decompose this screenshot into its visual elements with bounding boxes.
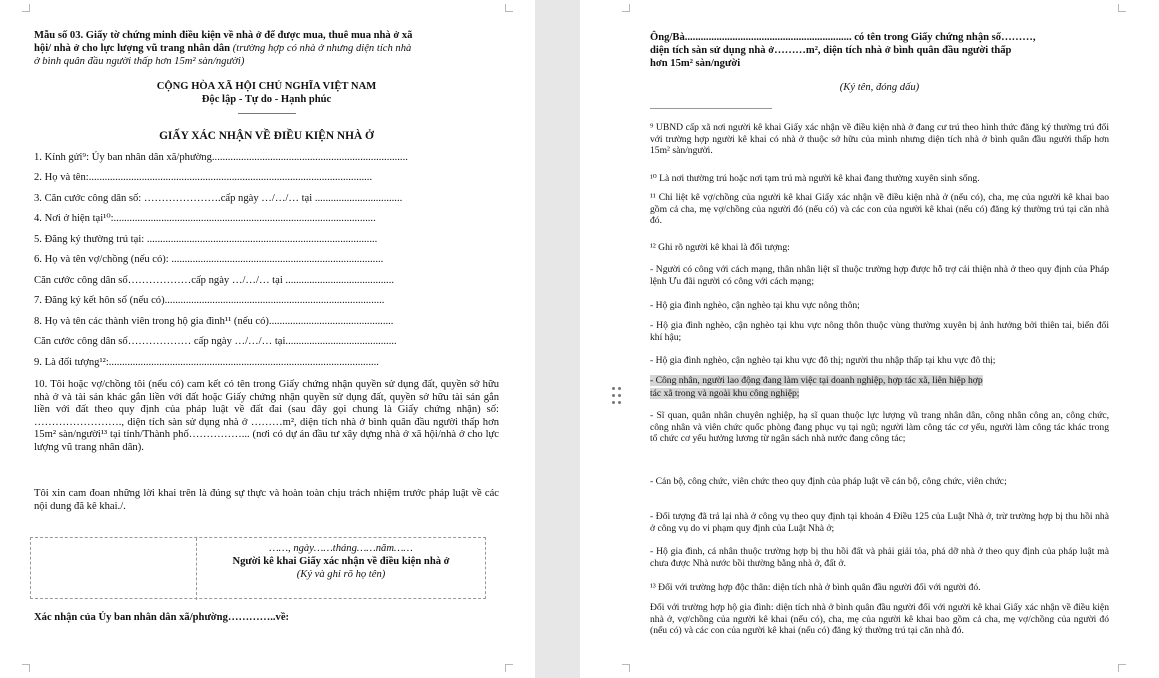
holder-name-line: Ông/Bà............................................................... có tên trong Giấy chứng nhận số………, — [650, 32, 1036, 43]
field-ho-ten: 2. Họ và tên:........................................................................................................... — [34, 172, 373, 183]
document-page-right — [580, 0, 1159, 678]
selected-text[interactable]: tác xã trong và ngoài khu công nghiệp; — [650, 388, 800, 399]
form-title-note-b: ở bình quân đầu người thấp hơn 15m² sàn/người) — [34, 56, 245, 67]
commune-confirmation: Xác nhận của Ủy ban nhân dân xã/phường…………..về: — [34, 612, 290, 623]
form-title-bold: hội/ nhà ở cho lực lượng vũ trang nhân dân — [34, 43, 231, 54]
target-group-8: - Đối tượng đã trả lại nhà ở công vụ theo quy định tại khoản 4 Điều 125 của Luật Nhà ở, trừ trường hợp bị thu hồi nhà ở công vụ do vi phạm quy định của Luật Nhà ở; — [650, 511, 1109, 534]
signature-title: Người kê khai Giấy xác nhận về điều kiện nhà ở — [232, 556, 450, 567]
area-line: diện tích sàn sử dụng nhà ở………m², diện tích nhà ở bình quân đầu người thấp — [650, 45, 1012, 56]
document-page-left — [0, 0, 535, 678]
corner-mark — [22, 664, 30, 672]
target-group-9: - Hộ gia đình, cá nhân thuộc trường hợp bị thu hồi đất và phải giải tỏa, phá dỡ nhà ở theo quy định của pháp luật mà chưa được Nhà nước bồi thường bằng nhà ở, đất ở. — [650, 546, 1109, 569]
footnote-separator — [650, 108, 772, 109]
document-title: GIẤY XÁC NHẬN VỀ ĐIỀU KIỆN NHÀ Ở — [159, 130, 374, 142]
target-group-3: - Hộ gia đình nghèo, cận nghèo tại khu vực nông thôn thuộc vùng thường xuyên bị ảnh hưởng bởi thiên tai, biến đổi khí hậu; — [650, 320, 1109, 343]
block-drag-handle-icon[interactable] — [612, 387, 622, 405]
national-motto: Độc lập - Tự do - Hạnh phúc — [201, 94, 332, 105]
form-title-line-1: Mẫu số 03. Giấy tờ chứng minh điều kiện về nhà ở để được mua, thuê mua nhà ở xã — [34, 30, 413, 41]
commitment-paragraph: 10. Tôi hoặc vợ/chồng tôi (nếu có) cam kết có tên trong Giấy chứng nhận quyền sử dụng đất, quyền sở hữu nhà ở và tài sản khác gắn liền với đất hoặc Giấy chứng nhận quyền sử dụng đất, quyền sở hữu tài sản gắn liền với đất theo quy định của pháp luật về đất đai (sau đây gọi chung là Giấy chứng nhận) số: ……………………., diện tích sàn sử dụng nhà ở ………m², diện tích nhà ở bình quân đầu người thấp hơn 15m² sàn/người¹³ tại tỉnh/Thành phố……………... (nơi có dự án đầu tư xây dựng nhà ở xã hội/nhà ở cho lực lượng vũ trang nhân dân). — [34, 379, 499, 453]
selected-text[interactable]: - Công nhân, người lao động đang làm việc tại doanh nghiệp, hợp tác xã, liên hiệp hợp — [650, 375, 983, 386]
field-noi-o: 4. Nơi ở hiện tại¹⁰:................................................................................................... — [34, 213, 376, 224]
field-thanh-vien-can-cuoc: Căn cước công dân số……………… cấp ngày …/…/… tại.......................................... — [34, 336, 397, 347]
footnote-11: ¹¹ Chỉ liệt kê vợ/chồng của người kê khai Giấy xác nhận về điều kiện nhà ở (nếu có), cha, mẹ của người kê khai bao gồm cả cha, mẹ vợ/chồng của người đó (nếu có) và các con của người kê khai (nếu có) đăng ký thường trú tại căn nhà đó. — [650, 192, 1109, 227]
corner-mark — [622, 664, 630, 672]
footnote-9: ⁹ UBND cấp xã nơi người kê khai Giấy xác nhận về điều kiện nhà ở đang cư trú theo hình thức đăng ký thường trú đối với trường hợp người kê khai có nhà ở thuộc sở hữu của mình nhưng diện tích nhà ở bình quân đầu người thấp hơn 15m² sàn/người. — [650, 122, 1109, 157]
target-group-6: - Sĩ quan, quân nhân chuyên nghiệp, hạ sĩ quan thuộc lực lượng vũ trang nhân dân, công nhân công an, công chức, công nhân và viên chức quốc phòng đang phục vụ tại ngũ; người làm công tác cơ yếu, người làm công tác khác trong tổ chức cơ yếu hưởng lương từ ngân sách nhà nước đang công tác; — [650, 410, 1109, 445]
footnote-10: ¹⁰ Là nơi thường trú hoặc nơi tạm trú mà người kê khai đang thường xuyên sinh sống. — [650, 173, 980, 184]
target-group-2: - Hộ gia đình nghèo, cận nghèo tại khu vực nông thôn; — [650, 300, 860, 311]
corner-mark — [1118, 4, 1126, 12]
field-vo-chong: 6. Họ và tên vợ/chồng (nếu có): ................................................................................ — [34, 254, 384, 265]
sign-stamp-note: (Ký tên, đóng dấu) — [839, 82, 920, 93]
area-line-end: hơn 15m² sàn/người — [650, 58, 741, 69]
signature-date: ……, ngày……tháng……năm…… — [269, 543, 413, 554]
field-thanh-vien: 8. Họ và tên các thành viên trong hộ gia đình¹¹ (nếu có)............................................... — [34, 316, 394, 327]
target-group-1: - Người có công với cách mạng, thân nhân liệt sĩ thuộc trường hợp được hỗ trợ cải thiện nhà ở theo quy định của Pháp lệnh Ưu đãi người có công với cách mạng; — [650, 264, 1109, 287]
motto-underline — [238, 113, 296, 114]
form-title-line-2 — [34, 43, 411, 56]
target-group-5-line-2[interactable] — [650, 388, 799, 400]
target-group-4: - Hộ gia đình nghèo, cận nghèo tại khu vực đô thị; người thu nhập thấp tại khu vực đô thị; — [650, 355, 996, 366]
field-kinh-gui: 1. Kính gửi⁹: Ủy ban nhân dân xã/phường.......................................................................... — [34, 152, 408, 163]
field-vo-chong-can-cuoc: Căn cước công dân số………………cấp ngày …/…/… tại ......................................... — [34, 275, 395, 286]
signature-note: (Ký và ghi rõ họ tên) — [296, 569, 386, 580]
declaration-paragraph: Tôi xin cam đoan những lời khai trên là đúng sự thực và hoàn toàn chịu trách nhiệm trước pháp luật về các nội dung đã kê khai./. — [34, 488, 499, 512]
target-group-7: - Cán bộ, công chức, viên chức theo quy định của pháp luật về cán bộ, công chức, viên chức; — [650, 476, 1007, 487]
field-doi-tuong: 9. Là đối tượng¹²:...................................................................................................... — [34, 357, 379, 368]
field-thuong-tru: 5. Đăng ký thường trú tại: ....................................................................................... — [34, 234, 378, 245]
corner-mark — [622, 4, 630, 12]
corner-mark — [22, 4, 30, 12]
corner-mark — [1118, 664, 1126, 672]
footnote-13-household: Đối với trường hợp hộ gia đình: diện tích nhà ở bình quân đầu người đối với người kê khai Giấy xác nhận về điều kiện nhà ở, vợ/chồng của người kê khai (nếu có), cha, mẹ của người kê khai bao gồm cả cha, mẹ vợ/chồng của người đó (nếu có) và các con của người kê khai (nếu có) đăng ký thường trú tại căn nhà đó. — [650, 602, 1109, 637]
corner-mark — [505, 664, 513, 672]
field-ket-hon: 7. Đăng ký kết hôn số (nếu có)................................................................................... — [34, 295, 385, 306]
form-title-note-a: (trường hợp có nhà ở nhưng diện tích nhà — [232, 43, 412, 54]
corner-mark — [505, 4, 513, 12]
field-can-cuoc: 3. Căn cước công dân số: ………………….cấp ngày …/…/… tại ................................. — [34, 193, 403, 204]
footnote-12: ¹² Ghi rõ người kê khai là đối tượng: — [650, 242, 790, 253]
footnote-13: ¹³ Đối với trường hợp độc thân: diện tích nhà ở bình quân đầu người đối với người đó. — [650, 582, 981, 593]
target-group-5-line-1[interactable] — [650, 375, 983, 387]
national-title: CỘNG HÒA XÃ HỘI CHỦ NGHĨA VIỆT NAM — [156, 81, 377, 92]
